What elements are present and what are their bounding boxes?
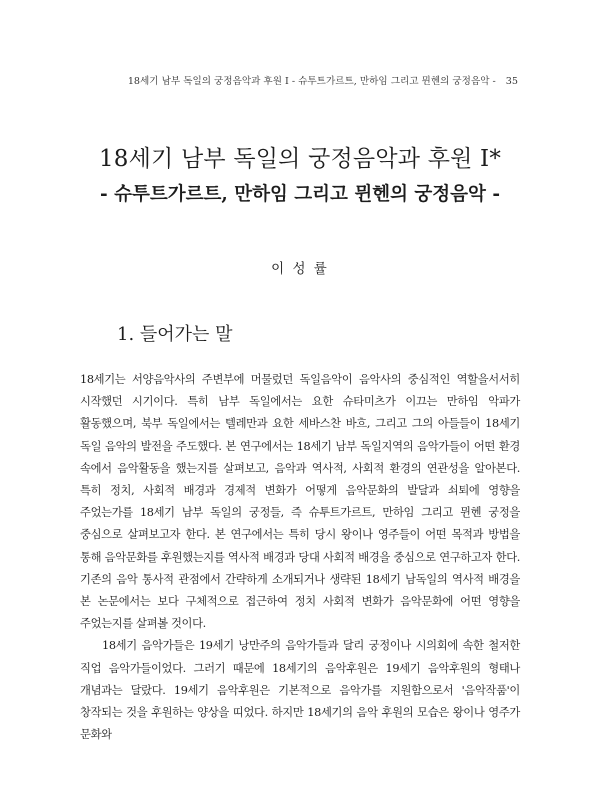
body-text (80, 369, 520, 746)
paragraph: 18세기는 서양음악사의 주변부에 머물렀던 독일음악이 음악사의 중심적인 역할을서서히 시작했던 시기이다. 특히 남부 독일에서는 요한 슈타미츠가 이끄는 만하임 악파가 활동했으며, 북부 독일에서는 텔레만과 요한 세바스찬 바흐, 그리고 그의 아들들이 18세기 독일 음악의 발전을 주도했다. 본 연구에서는 18세기 남부 독일지역의 음악가들이 어떤 환경 속에서 음악활동을 했는지를 살펴보고, 음악과 역사적, 사회적 환경의 연관성을 알아본다. 특히 정치, 사회적 배경과 경제적 변화가 어떻게 음악문화의 발달과 쇠퇴에 영향을 주었는가를 18세기 남부 독일의 궁정들, 즉 슈투트가르트, 만하임 그리고 뮌헨 궁정을 중심으로 살펴보고자 한다. 본 연구에서는 특히 당시 왕이나 영주들이 어떤 목적과 방법을 통해 음악문화를 후원했는지를 역사적 배경과 당대 사회적 배경을 중심으로 연구하고자 한다. 기존의 음악 통사적 관점에서 간략하게 소개되거나 생략된 18세기 남독일의 역사적 배경을 본 논문에서는 보다 구체적으로 접근하여 정치 사회적 변화가 음악문화에 어떤 영향을 주었는지를 살펴볼 것이다. (80, 373, 520, 631)
author-name: 이 성 률 (271, 261, 329, 277)
article-subtitle: - 슈투트가르트, 만하임 그리고 뮌헨의 궁정음악 - (100, 184, 500, 205)
article-title: 18세기 남부 독일의 궁정음악과 후원 I* (98, 146, 502, 172)
paragraph: 18세기 음악가들은 19세기 낭만주의 음악가들과 달리 궁정이나 시의회에 속한 철저한 직업 음악가들이었다. 그러기 때문에 18세기의 음악후원은 19세기 음악후원의 형태나 개념과는 달랐다. 19세기 음악후원은 기본적으로 음악가를 지원함으로서 '음악작품'이 창작되는 것을 후원하는 양상을 띠었다. 하지만 18세기의 음악 후원의 모습은 왕이나 영주가 문화와 (80, 639, 520, 742)
page-number: 35 (505, 76, 518, 87)
running-head (38, 73, 518, 87)
section-heading: 1. 들어가는 말 (117, 324, 233, 345)
running-head-text: 18세기 남부 독일의 궁정음악과 후원 I - 슈투트가르트, 만하임 그리고 뮌헨의 궁정음악 - (127, 76, 496, 87)
